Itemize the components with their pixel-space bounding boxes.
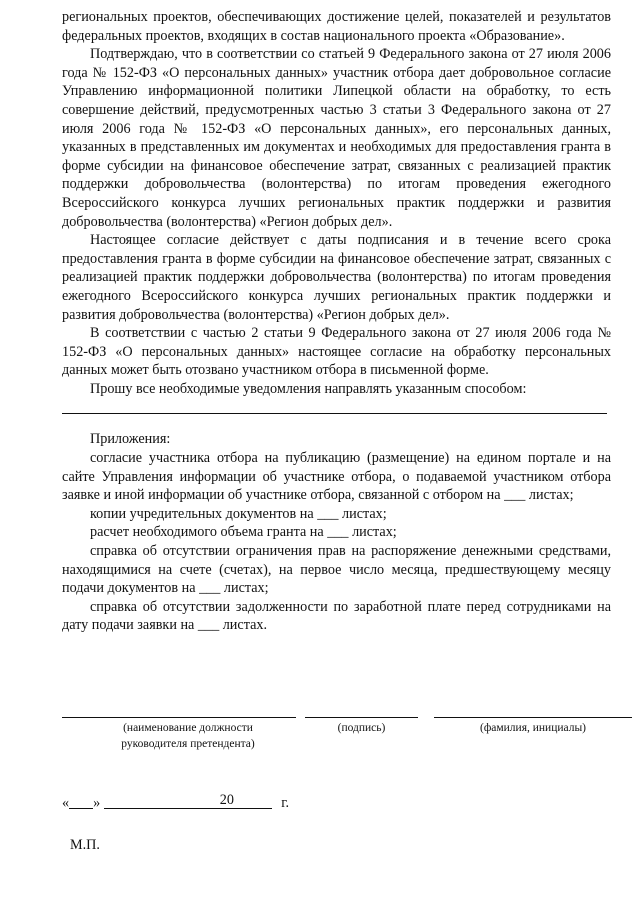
attachment-item: справка об отсутствии задолженности по заработной плате перед сотрудниками на дату подачи заявки на ___ листах. [62, 598, 611, 634]
stamp-placeholder: М.П. [70, 837, 100, 853]
name-signature-line[interactable] [434, 717, 632, 718]
month-year-blank[interactable] [104, 794, 272, 809]
year-prefix: 20 [219, 792, 234, 808]
year-suffix: г. [281, 795, 290, 811]
attachment-item: справка об отсутствии ограничения прав на распоряжение денежными средствами, находящимися на счете (счетах), на первое число месяца, предшествующему месяцу подачи документов на ___ листах; [62, 543, 611, 597]
attachments-heading: Приложения: [90, 431, 171, 448]
date-open-quote: « [62, 795, 70, 811]
position-caption: (наименование должности руководителя претендента) [121, 722, 255, 750]
document-body [62, 8, 611, 635]
attachment-item: расчет необходимого объема гранта на ___ листах; [90, 524, 397, 541]
paragraph-consent: Подтверждаю, что в соответствии со статьей 9 Федерального закона от 27 июля 2006 года № 152-ФЗ «О персональных данных» участник отбора дает добровольное согласие Управлению информационной политики Липецкой области на обработку, то есть совершение действий, предусмотренных частью 3 статьи 3 Федерального закона от 27 июля 2006 года № 152-ФЗ «О персональных данных», его персональных данных, указанных в представленных им документах и необходимых для предоставления гранта в форме субсидии на финансовое обеспечение затрат, связанных с реализацией практик поддержки добровольчества (волонтерства) по итогам проведения ежегодного Всероссийского конкурса лучших региональных практик поддержки и развития добровольчества (волонтерства) «Регион добрых дел». [62, 46, 611, 230]
notification-method-blank[interactable] [62, 398, 607, 414]
paragraph-notifications: Прошу все необходимые уведомления направлять указанным способом: [90, 380, 527, 397]
signature-line[interactable] [305, 717, 418, 718]
signature-caption: (подпись) [337, 722, 386, 734]
attachment-item: копии учредительных документов на ___ листах; [90, 505, 387, 522]
position-signature-line[interactable] [62, 717, 296, 718]
date-close-quote: » [93, 795, 101, 811]
paragraph-validity: Настоящее согласие действует с даты подписания и в течение всего срока предоставления гранта в форме субсидии на финансовое обеспечение затрат, связанных с реализацией практик поддержки добровольчества (волонтерства) по итогам проведения ежегодного Всероссийского конкурса лучших региональных практик поддержки и развития добровольчества (волонтерства) «Регион добрых дел». [62, 232, 611, 323]
date-line [62, 794, 289, 813]
attachment-item: согласие участника отбора на публикацию (размещение) на едином портале и на сайте Управления информации об участнике отбора, о подаваемой участником отбора заявке и иной информации об участнике отбора, связанной с отбором на ___ листах; [62, 450, 611, 504]
day-blank[interactable] [69, 794, 93, 809]
paragraph-revocation: В соответствии с частью 2 статьи 9 Федерального закона от 27 июля 2006 года № 152-ФЗ «О персональных данных» настоящее согласие на обработку персональных данных может быть отозвано участником отбора в письменной форме. [62, 325, 611, 379]
paragraph-projects: региональных проектов, обеспечивающих достижение целей, показателей и результатов федеральных проектов, входящих в состав национального проекта «Образование». [62, 9, 611, 44]
name-caption: (фамилия, инициалы) [479, 722, 587, 734]
